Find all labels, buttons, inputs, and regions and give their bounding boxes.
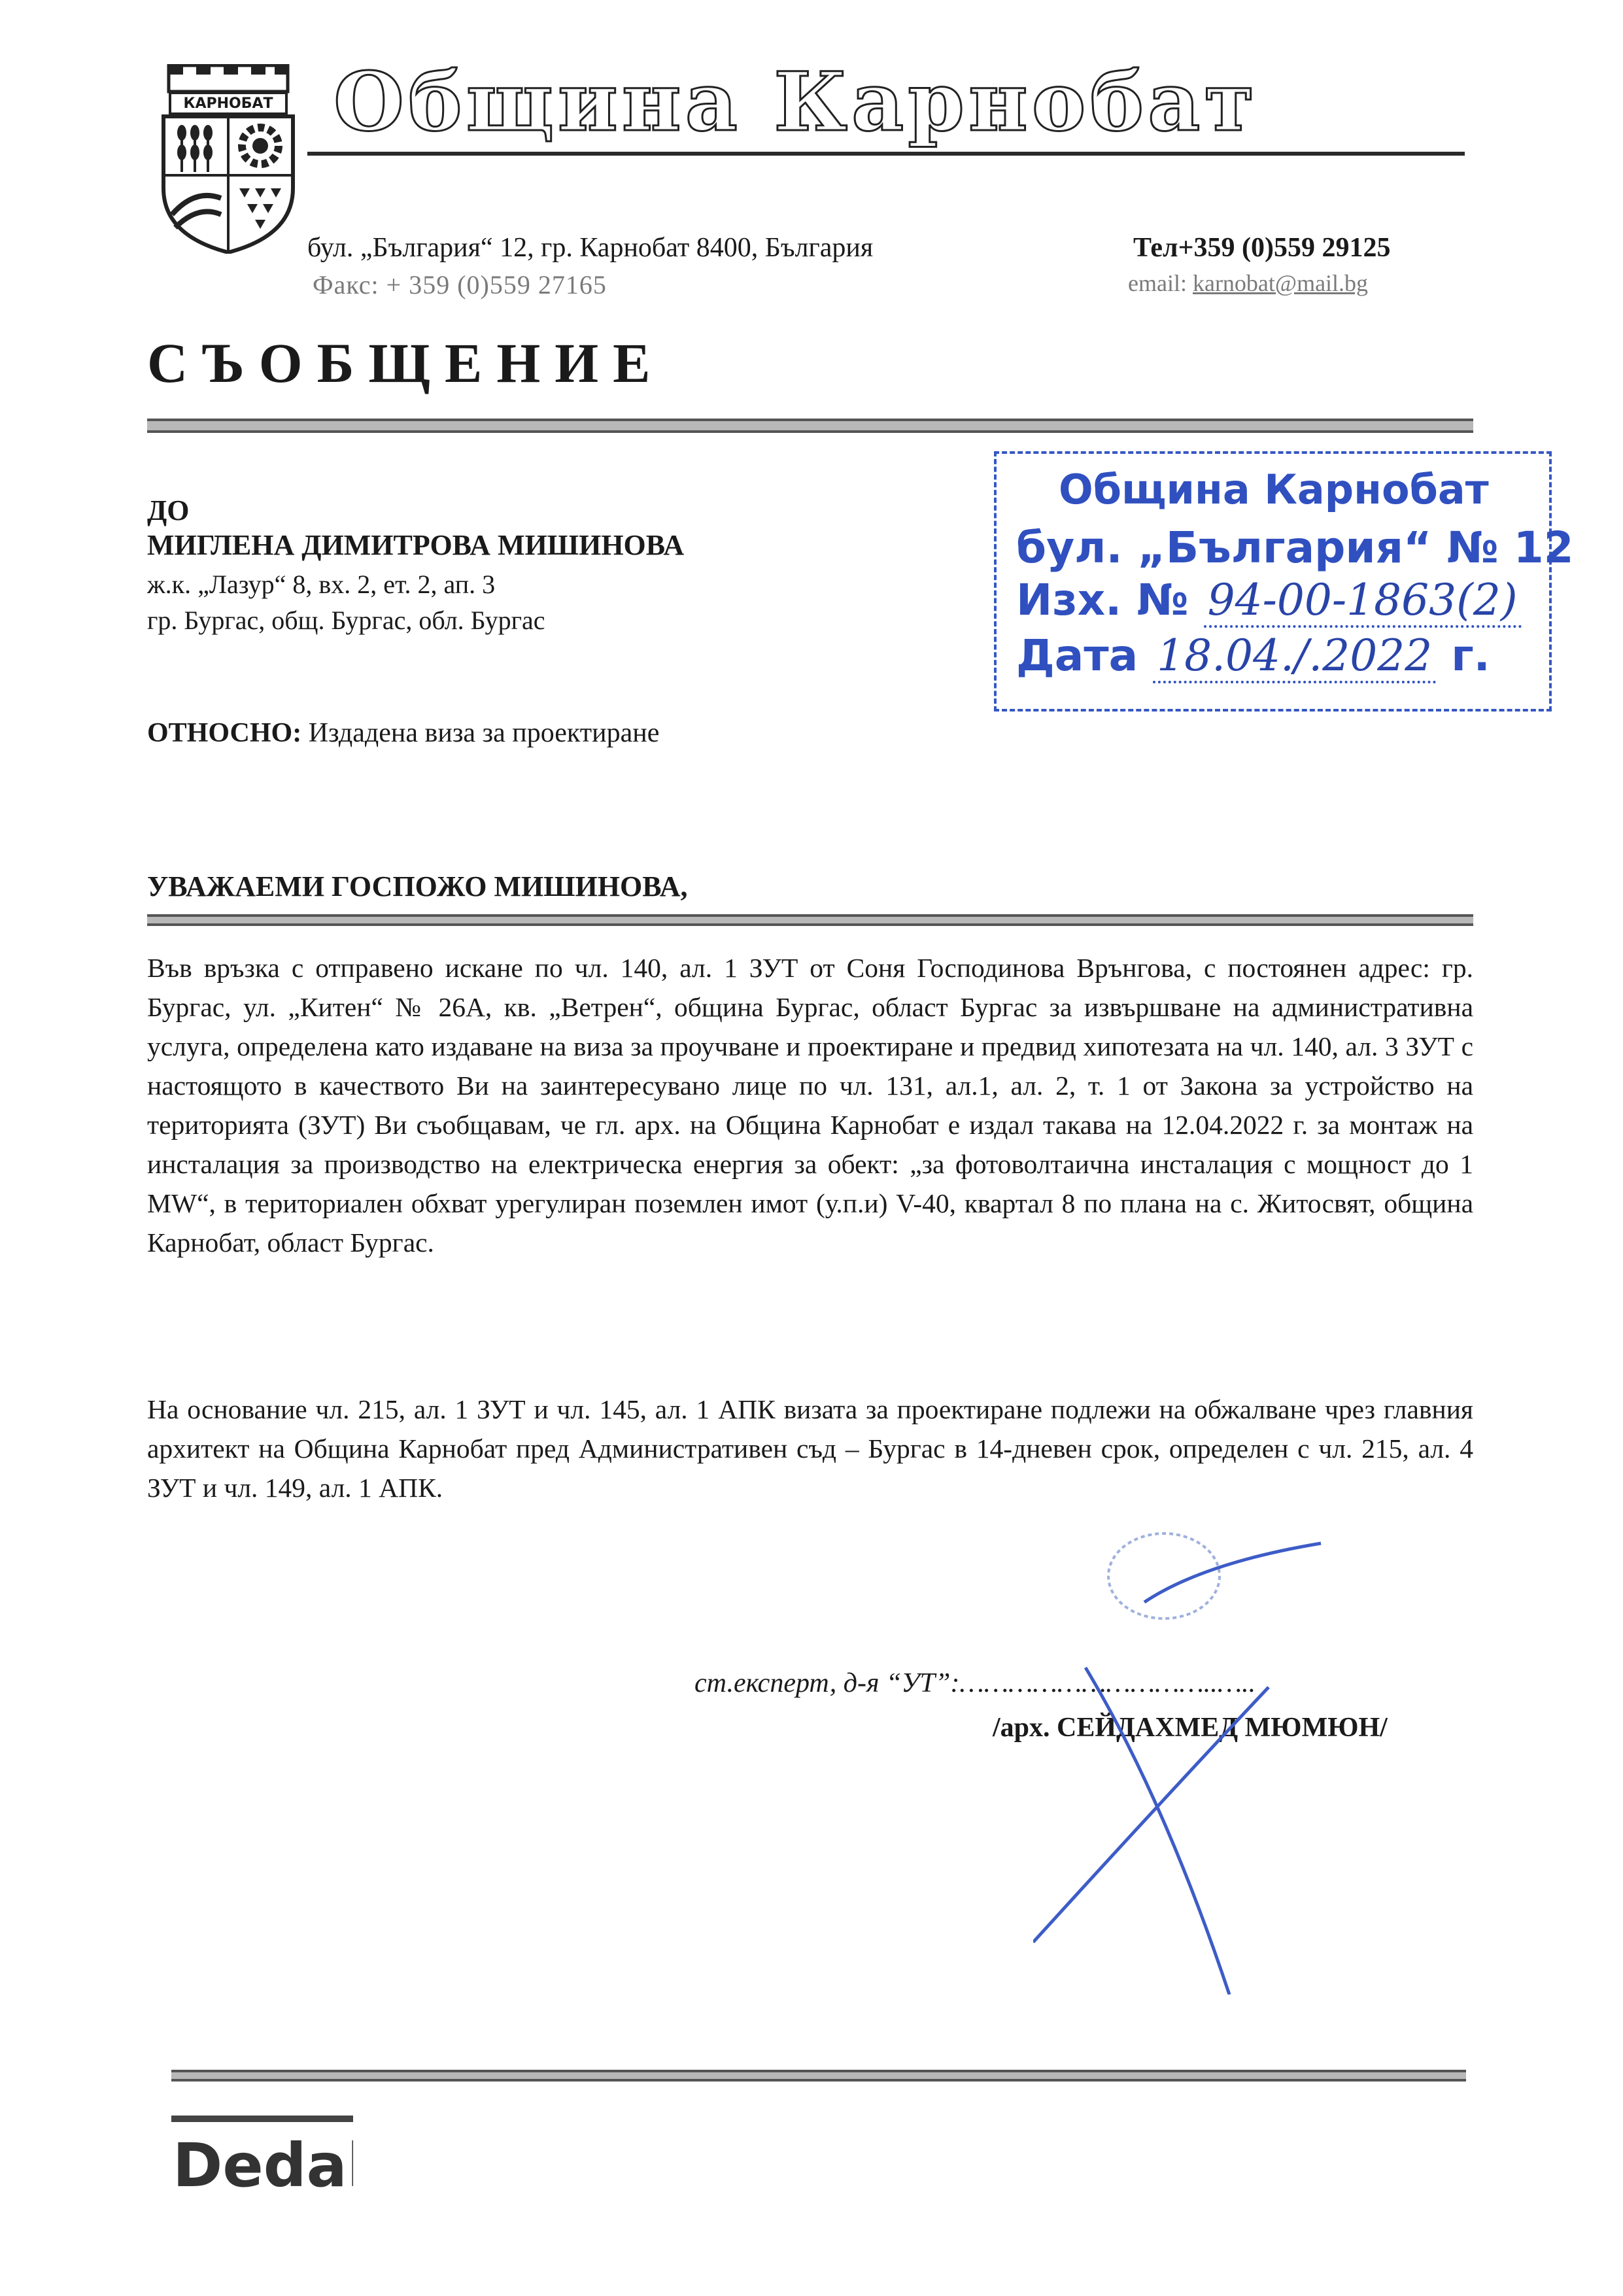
recipient-address-line1: ж.к. „Лазур“ 8, вх. 2, ет. 2, ап. 3 xyxy=(147,570,496,599)
body-paragraph-1: Във връзка с отправено искане по чл. 140, ал. 1 ЗУТ от Соня Господинова Врънгова, с постоянен адрес: гр. Бургас, ул. „Китен“ № 26А, кв. „Ветрен“, община Бургас, област Бургас за извършване на административна услуга, определена като издаване на виза за проучване и проектиране и предвид хипотезата на чл. 140, ал. 3 ЗУТ с настоящото в качеството Ви на заинтересувано лице по чл. 131, ал.1, ал. 2, т. 1 от Закона за устройство на територията (ЗУТ) Ви съобщавам, че гл. арх. на Община Карнобат е издал такава на 12.04.2022 г. за монтаж на инсталация за производство на електрическа енергия за обект: „за фотоволтаична инсталация с мощност до 1 MW“, в териториален обхват урегулиран поземлен имот (у.п.и) V-40, квартал 8 по плана на с. Житосвят, община Карнобат, област Бургас. xyxy=(147,953,1473,1258)
dedal-logo-text: Dedal xyxy=(173,2131,353,2198)
stamp-ref-value: 94-00-1863(2) xyxy=(1204,575,1522,628)
salutation: УВАЖАЕМИ ГОСПОЖО МИШИНОВА, xyxy=(147,870,688,902)
organization-email xyxy=(1128,269,1368,297)
stamp-line1: Община Карнобат xyxy=(1059,466,1489,513)
signatory-role: ст.експерт, д-я “УТ”:…………………………..….. xyxy=(694,1668,1256,1698)
salutation-divider xyxy=(147,914,1473,926)
stamp-ref-label: Изх. № xyxy=(1016,575,1189,625)
handwritten-signature xyxy=(1033,1524,1399,1995)
subject-label: ОТНОСНО: xyxy=(147,718,302,748)
header-divider xyxy=(307,152,1465,156)
body-paragraph-2: На основание чл. 215, ал. 1 ЗУТ и чл. 145, ал. 1 АПК визата за проектиране подлежи на обжалване чрез главния архитект на Община Карнобат пред Административен съд – Бургас в 14-дневен срок, определен с чл. 215, ал. 4 ЗУТ и чл. 149, ал. 1 АПК. xyxy=(147,1394,1473,1503)
organization-address: бул. „България“ 12, гр. Карнобат 8400, България xyxy=(307,233,874,263)
organization-fax: Факс: + 359 (0)559 27165 xyxy=(313,270,607,300)
email-link[interactable]: karnobat@mail.bg xyxy=(1192,270,1369,296)
organization-phone: Тел+359 (0)559 29125 xyxy=(1133,233,1391,263)
dedal-logo xyxy=(171,2116,353,2198)
title-divider xyxy=(147,419,1473,433)
email-label: email: xyxy=(1128,270,1187,296)
stamp-date-label: Дата xyxy=(1016,630,1138,681)
stamp-date-suffix: г. xyxy=(1451,630,1490,681)
subject-line xyxy=(147,717,659,749)
stamp-ref xyxy=(1016,575,1569,625)
footer-divider xyxy=(171,2070,1466,2082)
recipient-to-label: ДО xyxy=(147,494,190,526)
stamp-date-value: 18.04./.2022 xyxy=(1153,630,1436,683)
recipient-address-line2: гр. Бургас, общ. Бургас, обл. Бургас xyxy=(147,606,545,635)
document-title: СЪОБЩЕНИЕ xyxy=(147,332,665,394)
stamp-line2: бул. „България“ № 12 xyxy=(1016,523,1574,573)
recipient-name: МИГЛЕНА ДИМИТРОВА МИШИНОВА xyxy=(147,529,685,561)
organization-name: Община Карнобат xyxy=(333,55,1259,150)
municipality-crest xyxy=(156,64,301,254)
signatory-name: /арх. СЕЙДАХМЕД МЮМЮН/ xyxy=(993,1713,1388,1743)
registration-stamp xyxy=(994,451,1574,711)
subject-text: Издадена виза за проектиране xyxy=(308,718,660,748)
stamp-date xyxy=(1016,630,1569,681)
crest-label: КАРНОБАТ xyxy=(183,95,273,112)
